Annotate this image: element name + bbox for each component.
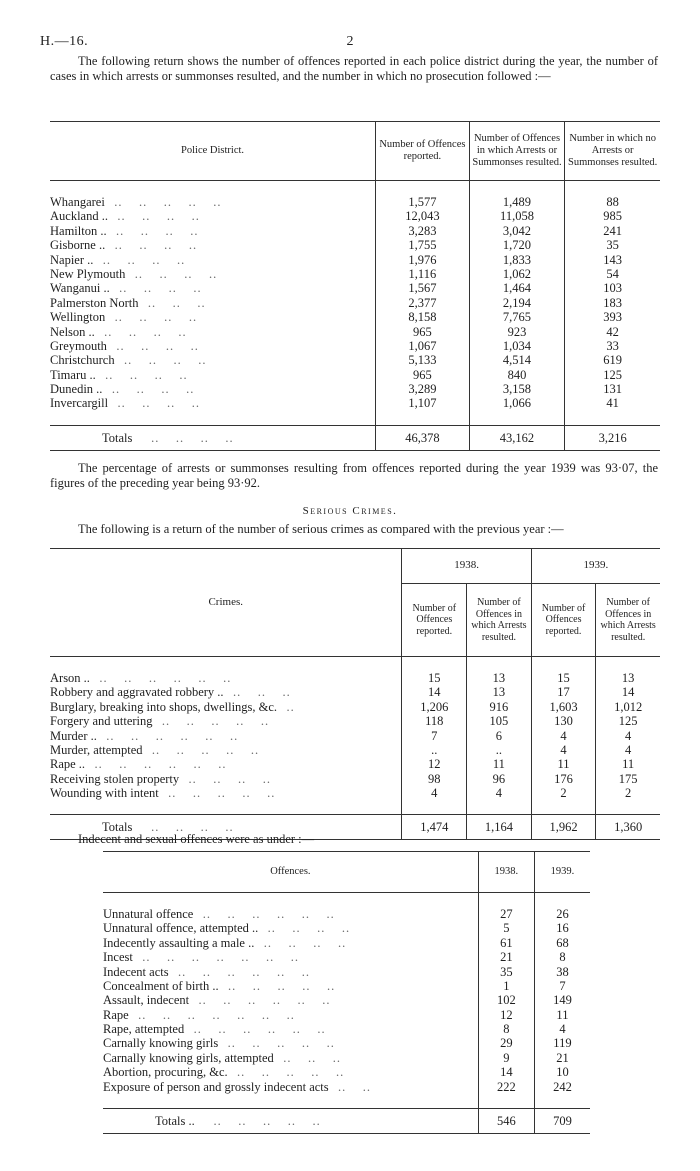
- row-label: Nelson ..: [50, 324, 95, 339]
- table-row: [103, 979, 590, 993]
- row-value: 1,603: [531, 700, 596, 714]
- sub-1938-reported: Number of Offences reported.: [402, 584, 467, 657]
- col-1938: 1938.: [478, 852, 534, 893]
- row-label: Burglary, breaking into shops, dwellings, &c.: [50, 699, 278, 714]
- row-value: 1: [478, 979, 534, 993]
- leader-dots: .. .. .. ..: [116, 338, 199, 353]
- table-row: [50, 700, 660, 714]
- col-1939: 1939.: [534, 852, 590, 893]
- table-row: [50, 757, 660, 771]
- row-value: 916: [467, 700, 532, 714]
- row-label: Whangarei: [50, 195, 105, 209]
- leader-dots: .. .. .. .. ..: [237, 1065, 345, 1080]
- totals-value: 1,962: [531, 815, 596, 840]
- row-value: 3,289: [376, 382, 470, 396]
- row-value: 12: [402, 757, 467, 771]
- col-no-arrests: Number in which no Arrests or Summonses resulted.: [565, 122, 660, 181]
- table-row: [103, 993, 590, 1007]
- totals-value: 1,474: [402, 815, 467, 840]
- table-row: [50, 325, 660, 339]
- table-row: [50, 786, 660, 800]
- row-value: 8: [534, 950, 590, 964]
- row-value: 1,116: [376, 267, 470, 281]
- row-value: 393: [565, 310, 660, 324]
- leader-dots: .. .. .. .. .. ..: [99, 671, 232, 685]
- leader-dots: .. .. .. .. .. ..: [177, 964, 310, 979]
- serious-crimes-heading: Serious Crimes.: [302, 505, 398, 517]
- table-row: [50, 729, 660, 743]
- leader-dots: .. .. .. ..: [102, 252, 186, 267]
- row-value: 41: [565, 396, 660, 410]
- leader-dots: .. .. .. ..: [114, 238, 198, 253]
- leader-dots: .. .. .. .. ..: [227, 1036, 335, 1051]
- sub-1939-reported: Number of Offences reported.: [531, 584, 596, 657]
- row-label: Palmerston North: [50, 295, 139, 310]
- leader-dots: .. .. .. ..: [151, 820, 234, 835]
- row-value: 68: [534, 936, 590, 950]
- row-label: Robbery and aggravated robbery ..: [50, 685, 224, 700]
- table-row: [50, 339, 660, 353]
- row-label: Exposure of person and grossly indecent acts: [103, 1079, 329, 1094]
- document-reference: H.—16.: [40, 34, 89, 49]
- row-label: Carnally knowing girls: [103, 1036, 219, 1051]
- leader-dots: .. .. .. ..: [105, 367, 188, 382]
- row-label: Dunedin ..: [50, 382, 103, 397]
- row-value: 125: [596, 714, 660, 728]
- row-value: 4: [531, 729, 596, 743]
- row-value: 88: [565, 195, 660, 209]
- row-value: 103: [565, 281, 660, 295]
- row-value: 5: [478, 921, 534, 935]
- row-value: 2,194: [469, 296, 565, 310]
- row-value: 118: [402, 714, 467, 728]
- leader-dots: .. .. ..: [232, 685, 291, 700]
- row-value: 3,042: [469, 224, 565, 238]
- table-row: [50, 281, 660, 295]
- row-value: 242: [534, 1080, 590, 1094]
- row-value: 1,012: [596, 700, 660, 714]
- leader-dots: .. .. .. .. ..: [227, 978, 336, 993]
- table-row: [50, 267, 660, 281]
- totals-value: 43,162: [469, 425, 565, 450]
- row-label: Carnally knowing girls, attempted: [103, 1050, 274, 1065]
- table-row: [50, 368, 660, 382]
- row-value: 13: [596, 671, 660, 685]
- row-label: Murder ..: [50, 728, 97, 743]
- indecent-offences-intro: Indecent and sexual offences were as under :—: [78, 832, 315, 846]
- leader-dots: .. ..: [338, 1079, 372, 1094]
- leader-dots: .. .. .. .. .. ..: [106, 728, 239, 743]
- row-label: Invercargill: [50, 396, 109, 411]
- sub-1939-arrests: Number of Offences in which Arrests resulted.: [596, 584, 660, 657]
- row-value: 985: [565, 209, 660, 223]
- row-value: 96: [467, 772, 532, 786]
- row-value: 11: [531, 757, 596, 771]
- table-row: [103, 950, 590, 964]
- row-value: 130: [531, 714, 596, 728]
- table-row: [50, 224, 660, 238]
- leader-dots: .. .. .. ..: [117, 209, 200, 224]
- totals-row: [50, 425, 660, 450]
- leader-dots: .. .. .. .. .. .. ..: [138, 1007, 295, 1022]
- row-value: 4: [467, 786, 532, 800]
- row-label: Rape, attempted: [103, 1022, 185, 1036]
- table-row: [50, 310, 660, 324]
- row-value: 105: [467, 714, 532, 728]
- row-value: 1,976: [376, 253, 470, 267]
- leader-dots: .. .. .. .. .. ..: [202, 907, 335, 921]
- row-value: 42: [565, 325, 660, 339]
- col-police-district: Police District.: [50, 122, 376, 181]
- table-row: [103, 936, 590, 950]
- row-value: 175: [596, 772, 660, 786]
- row-value: 14: [478, 1065, 534, 1079]
- leader-dots: .. .. .. ..: [263, 935, 347, 950]
- col-arrests-resulted: Number of Offences in which Arrests or Summonses resulted.: [469, 122, 565, 181]
- row-value: 14: [402, 685, 467, 699]
- row-value: 7,765: [469, 310, 565, 324]
- table-row: [103, 1051, 590, 1065]
- row-value: 1,067: [376, 339, 470, 353]
- row-value: 15: [402, 671, 467, 685]
- row-value: 7: [402, 729, 467, 743]
- page-number: 2: [346, 34, 354, 49]
- row-value: 1,720: [469, 238, 565, 252]
- row-label: Incest: [103, 950, 133, 965]
- table-row: [50, 253, 660, 267]
- row-value: 21: [478, 950, 534, 964]
- percentage-paragraph: The percentage of arrests or summonses resulting from offences reported during the year 1939 was 93·07, the figures of the preceding year being 93·92.: [50, 461, 658, 490]
- row-value: 3,283: [376, 224, 470, 238]
- sub-1938-arrests: Number of Offences in which Arrests resulted.: [467, 584, 532, 657]
- table-row: [50, 382, 660, 396]
- leader-dots: .. .. .. .. ..: [161, 714, 270, 729]
- row-value: 2: [531, 786, 596, 800]
- row-value: 1,034: [469, 339, 565, 353]
- row-value: 4: [531, 743, 596, 757]
- table-row: [103, 1022, 590, 1036]
- leader-dots: .. .. .. .. ..: [151, 742, 260, 757]
- row-value: 26: [534, 907, 590, 921]
- row-value: 1,833: [469, 253, 565, 267]
- totals-value: 3,216: [565, 425, 660, 450]
- row-value: 241: [565, 224, 660, 238]
- leader-dots: .. .. .. ..: [115, 223, 199, 238]
- row-value: 222: [478, 1080, 534, 1094]
- leader-dots: .. .. .. ..: [134, 266, 218, 281]
- col-offences: Offences.: [103, 852, 478, 893]
- table-row: [50, 209, 660, 223]
- row-value: 1,755: [376, 238, 470, 252]
- leader-dots: .. .. .. ..: [111, 382, 195, 397]
- totals-value: 1,360: [596, 815, 660, 840]
- page-header: [40, 34, 660, 52]
- totals-label: Totals ..: [155, 1113, 195, 1128]
- row-value: 27: [478, 907, 534, 921]
- row-label: Unnatural offence, attempted ..: [103, 921, 259, 936]
- table-row: [50, 671, 660, 685]
- totals-row: [103, 1108, 590, 1133]
- row-value: 840: [469, 368, 565, 382]
- row-label: Gisborne ..: [50, 238, 106, 253]
- row-value: 183: [565, 296, 660, 310]
- table-row: [103, 1065, 590, 1079]
- leader-dots: .. .. ..: [283, 1050, 341, 1065]
- table-row: [103, 907, 590, 921]
- row-value: 4,514: [469, 353, 565, 367]
- leader-dots: .. .. .. ..: [151, 430, 234, 445]
- row-label: Wellington: [50, 310, 106, 325]
- row-value: 33: [565, 339, 660, 353]
- row-value: 10: [534, 1065, 590, 1079]
- row-label: Indecent acts: [103, 964, 169, 979]
- row-value: 965: [376, 325, 470, 339]
- row-label: Murder, attempted: [50, 742, 143, 757]
- row-value: 143: [565, 253, 660, 267]
- row-value: 125: [565, 368, 660, 382]
- row-value: 102: [478, 993, 534, 1007]
- row-value: 5,133: [376, 353, 470, 367]
- table-row: [50, 714, 660, 728]
- table-row: [50, 396, 660, 410]
- leader-dots: .. .. .. .. .. ..: [94, 757, 227, 772]
- table-row: [103, 921, 590, 935]
- col-crimes: Crimes.: [50, 549, 402, 657]
- row-value: 13: [467, 671, 532, 685]
- leader-dots: .. .. .. .. ..: [213, 1113, 321, 1128]
- row-value: 1,464: [469, 281, 565, 295]
- row-label: Indecently assaulting a male ..: [103, 935, 255, 950]
- row-value: 8: [478, 1022, 534, 1036]
- leader-dots: .. .. .. ..: [123, 353, 207, 368]
- leader-dots: .. .. .. .. .. ..: [198, 993, 331, 1008]
- row-value: 176: [531, 772, 596, 786]
- table-row: [50, 238, 660, 252]
- row-label: Wounding with intent: [50, 786, 159, 800]
- table-row: [50, 772, 660, 786]
- row-label: Christchurch: [50, 353, 115, 368]
- row-label: Assault, indecent: [103, 993, 190, 1008]
- row-value: 15: [531, 671, 596, 685]
- row-label: Wanganui ..: [50, 281, 110, 296]
- row-value: 6: [467, 729, 532, 743]
- year-1938: 1938.: [402, 549, 531, 584]
- totals-value: 1,164: [467, 815, 532, 840]
- row-value: 12,043: [376, 209, 470, 223]
- year-1939: 1939.: [531, 549, 660, 584]
- totals-value: 709: [534, 1108, 590, 1133]
- row-value: 2: [596, 786, 660, 800]
- row-label: Auckland ..: [50, 209, 108, 224]
- row-value: 11,058: [469, 209, 565, 223]
- serious-crimes-intro: The following is a return of the number of serious crimes as compared with the previous year :—: [78, 522, 564, 536]
- row-value: 619: [565, 353, 660, 367]
- row-value: ..: [467, 743, 532, 757]
- row-value: 54: [565, 267, 660, 281]
- row-value: 21: [534, 1051, 590, 1065]
- row-label: Receiving stolen property: [50, 771, 180, 786]
- col-offences-reported: Number of Offences reported.: [376, 122, 470, 181]
- row-value: 9: [478, 1051, 534, 1065]
- row-value: 1,567: [376, 281, 470, 295]
- table-row: [103, 1036, 590, 1050]
- leader-dots: .. .. ..: [147, 295, 206, 310]
- leader-dots: .. .. .. ..: [104, 324, 187, 339]
- row-value: ..: [402, 743, 467, 757]
- row-value: 2,377: [376, 296, 470, 310]
- row-value: 11: [467, 757, 532, 771]
- leader-dots: .. .. .. ..: [267, 921, 351, 936]
- row-value: 1,206: [402, 700, 467, 714]
- row-value: 4: [596, 743, 660, 757]
- leader-dots: .. .. .. ..: [119, 281, 202, 296]
- row-label: Unnatural offence: [103, 907, 194, 921]
- row-value: 16: [534, 921, 590, 935]
- row-value: 61: [478, 936, 534, 950]
- totals-label: Totals: [102, 430, 133, 445]
- row-value: 923: [469, 325, 565, 339]
- table-row: [50, 743, 660, 757]
- totals-value: 46,378: [376, 425, 470, 450]
- row-value: 38: [534, 965, 590, 979]
- row-value: 98: [402, 772, 467, 786]
- row-value: 35: [478, 965, 534, 979]
- row-label: Rape: [103, 1007, 129, 1022]
- row-label: Napier ..: [50, 252, 94, 267]
- leader-dots: .. .. .. .. .. .. ..: [142, 950, 299, 965]
- row-value: 965: [376, 368, 470, 382]
- row-label: Abortion, procuring, &c.: [103, 1065, 228, 1080]
- leader-dots: .. .. .. ..: [117, 396, 200, 411]
- leader-dots: .. .. .. ..: [188, 771, 272, 786]
- row-value: 29: [478, 1036, 534, 1050]
- row-value: 35: [565, 238, 660, 252]
- table-row: [50, 296, 660, 310]
- row-label: Timaru ..: [50, 367, 96, 382]
- row-value: 131: [565, 382, 660, 396]
- totals-value: 546: [478, 1108, 534, 1133]
- row-label: Arson ..: [50, 671, 90, 685]
- row-value: 11: [534, 1008, 590, 1022]
- serious-crimes-table: [50, 548, 660, 840]
- row-value: 3,158: [469, 382, 565, 396]
- row-label: Greymouth: [50, 338, 107, 353]
- row-value: 8,158: [376, 310, 470, 324]
- table-row: [50, 685, 660, 699]
- police-district-table: [50, 121, 660, 451]
- leader-dots: ..: [286, 699, 295, 714]
- row-value: 119: [534, 1036, 590, 1050]
- row-label: Forgery and uttering: [50, 714, 153, 729]
- table-row: [103, 1080, 590, 1094]
- table-row: [103, 965, 590, 979]
- row-value: 4: [402, 786, 467, 800]
- row-value: 11: [596, 757, 660, 771]
- row-value: 13: [467, 685, 532, 699]
- leader-dots: .. .. .. .. ..: [168, 786, 276, 800]
- row-value: 1,489: [469, 195, 565, 209]
- row-value: 1,107: [376, 396, 470, 410]
- leader-dots: .. .. .. .. .. ..: [193, 1022, 326, 1036]
- row-value: 14: [596, 685, 660, 699]
- row-label: Concealment of birth ..: [103, 978, 219, 993]
- row-value: 149: [534, 993, 590, 1007]
- leader-dots: .. .. .. ..: [114, 310, 198, 325]
- row-value: 1,066: [469, 396, 565, 410]
- row-value: 4: [596, 729, 660, 743]
- table-row: [103, 1008, 590, 1022]
- intro-paragraph: The following return shows the number of offences reported in each police district during the year, the number of cases in which arrests or summonses resulted, and the number in which no prosecution followed :—: [50, 54, 658, 83]
- leader-dots: .. .. .. .. ..: [114, 195, 222, 209]
- row-value: 12: [478, 1008, 534, 1022]
- table-row: [50, 353, 660, 367]
- indecent-offences-table: [103, 851, 590, 1134]
- totals-label: Totals: [102, 820, 133, 835]
- row-label: Rape ..: [50, 757, 86, 772]
- row-value: 4: [534, 1022, 590, 1036]
- row-label: New Plymouth: [50, 266, 126, 281]
- row-value: 7: [534, 979, 590, 993]
- row-value: 17: [531, 685, 596, 699]
- row-value: 1,062: [469, 267, 565, 281]
- table-row: [50, 195, 660, 209]
- row-value: 1,577: [376, 195, 470, 209]
- row-label: Hamilton ..: [50, 223, 107, 238]
